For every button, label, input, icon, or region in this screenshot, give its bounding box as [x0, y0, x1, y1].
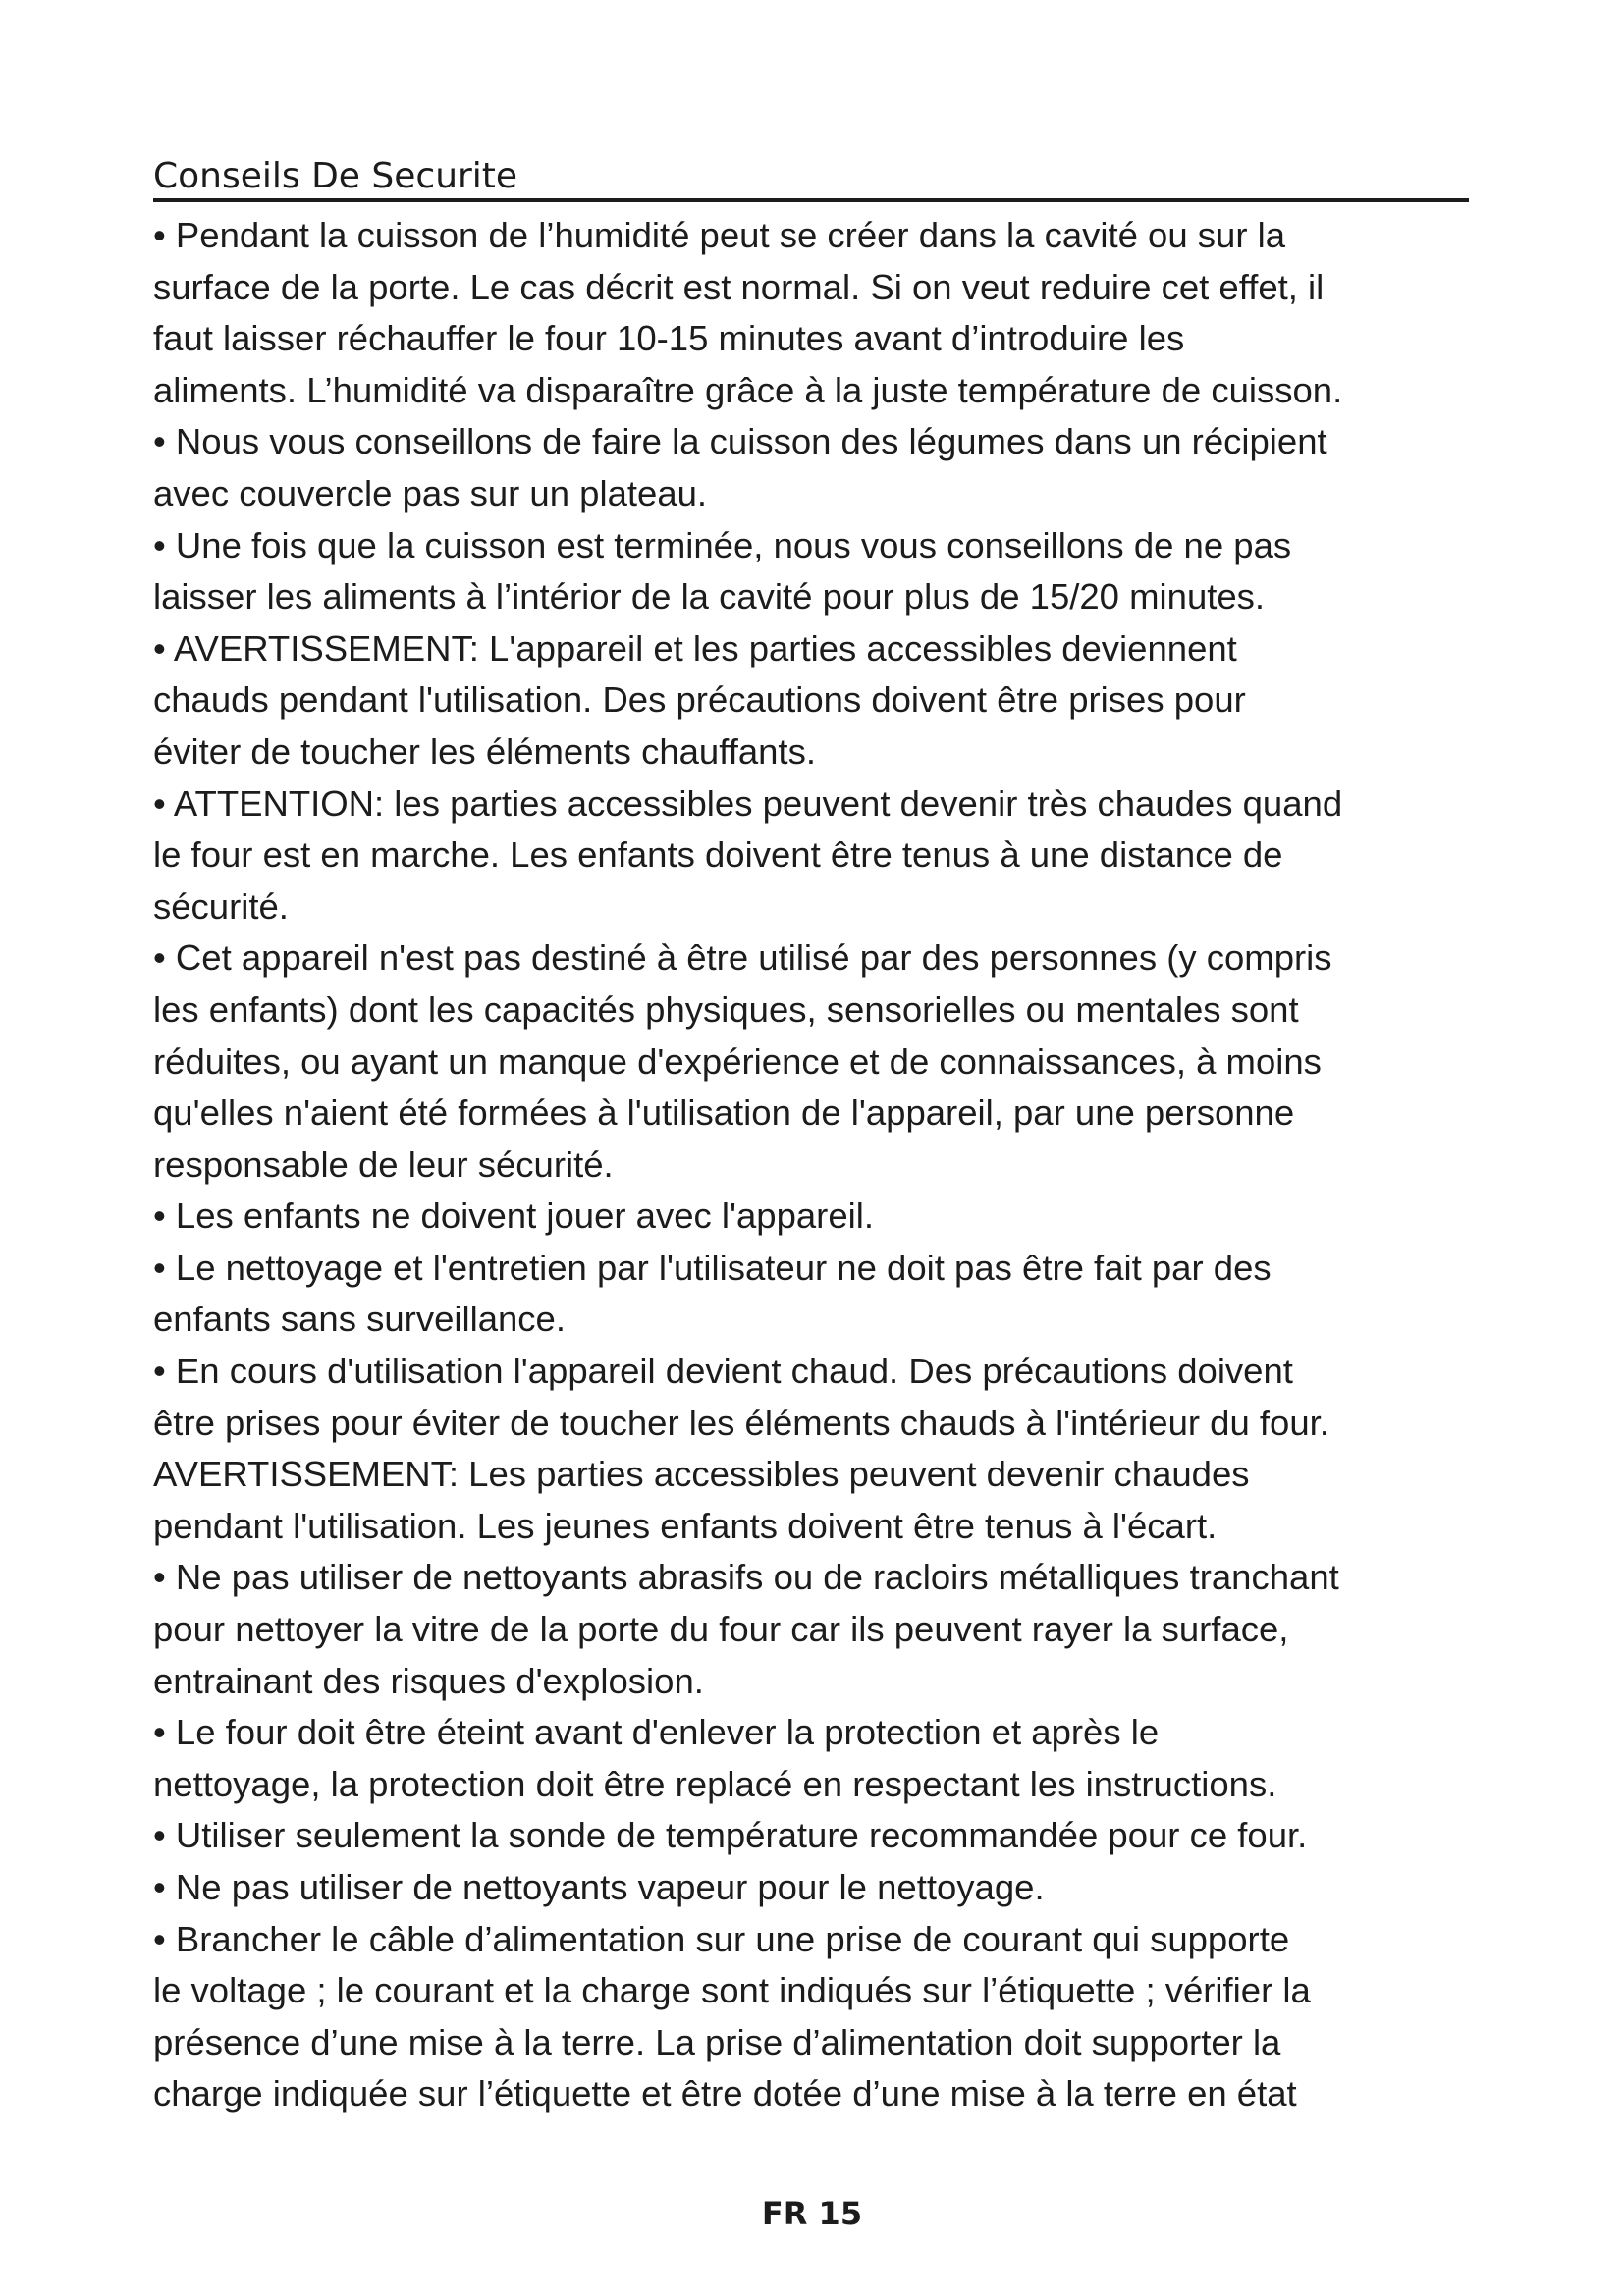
text-line: • Utiliser seulement la sonde de température recommandée pour ce four.	[153, 1815, 1308, 1856]
text-line: laisser les aliments à l’intérior de la cavité pour plus de 15/20 minutes.	[153, 576, 1266, 617]
text-line: les enfants) dont les capacités physiques, sensorielles ou mentales sont	[153, 988, 1299, 1030]
text-line: nettoyage, la protection doit être replacé en respectant les instructions.	[153, 1763, 1277, 1804]
text-line: enfants sans surveillance.	[153, 1299, 566, 1340]
text-line: • Nous vous conseillons de faire la cuisson des légumes dans un récipient	[153, 421, 1327, 462]
text-line: • Une fois que la cuisson est terminée, nous vous conseillons de ne pas	[153, 524, 1292, 565]
page-number: FR 15	[761, 2195, 863, 2232]
text-line: • Cet appareil n'est pas destiné à être utilisé par des personnes (y compris	[153, 937, 1332, 979]
text-line: pour nettoyer la vitre de la porte du four car ils peuvent rayer la surface,	[153, 1609, 1289, 1650]
text-line: • Le four doit être éteint avant d'enlever la protection et après le	[153, 1712, 1160, 1753]
text-line: réduites, ou ayant un manque d'expérience et de connaissances, à moins	[153, 1041, 1322, 1082]
text-line: AVERTISSEMENT: Les parties accessibles peuvent devenir chaudes	[153, 1454, 1250, 1495]
text-line: • Le nettoyage et l'entretien par l'utilisateur ne doit pas être fait par des	[153, 1247, 1272, 1288]
text-line: sécurité.	[153, 885, 289, 927]
text-line: charge indiquée sur l’étiquette et être dotée d’une mise à la terre en état	[153, 2073, 1297, 2114]
text-line: • Les enfants ne doivent jouer avec l'appareil.	[153, 1196, 874, 1237]
text-line: • ATTENTION: les parties accessibles peuvent devenir très chaudes quand	[153, 782, 1343, 824]
body-text	[153, 210, 1587, 2120]
text-line: surface de la porte. Le cas décrit est normal. Si on veut reduire cet effet, il	[153, 266, 1325, 307]
text-line: éviter de toucher les éléments chauffants.	[153, 730, 816, 772]
text-line: faut laisser réchauffer le four 10-15 minutes avant d’introduire les	[153, 318, 1185, 359]
text-line: le voltage ; le courant et la charge sont indiqués sur l’étiquette ; vérifier la	[153, 1970, 1311, 2011]
text-line: entrainant des risques d'explosion.	[153, 1660, 704, 1701]
text-line: • Pendant la cuisson de l’humidité peut se créer dans la cavité ou sur la	[153, 215, 1286, 255]
text-line: pendant l'utilisation. Les jeunes enfants doivent être tenus à l'écart.	[153, 1505, 1218, 1546]
text-line: responsable de leur sécurité.	[153, 1144, 614, 1185]
text-line: présence d’une mise à la terre. La prise d’alimentation doit supporter la	[153, 2021, 1281, 2062]
text-line: chauds pendant l'utilisation. Des précautions doivent être prises pour	[153, 679, 1246, 721]
text-line: • Brancher le câble d’alimentation sur une prise de courant qui supporte	[153, 1918, 1290, 1959]
text-line: le four est en marche. Les enfants doivent être tenus à une distance de	[153, 834, 1283, 876]
text-line: • AVERTISSEMENT: L'appareil et les parties accessibles deviennent	[153, 627, 1237, 668]
section-heading-text: Conseils De Securite	[153, 156, 518, 196]
section-heading	[153, 147, 1469, 202]
text-line: • Ne pas utiliser de nettoyants abrasifs ou de racloirs métalliques tranchant	[153, 1557, 1339, 1598]
text-line: être prises pour éviter de toucher les éléments chauds à l'intérieur du four.	[153, 1402, 1329, 1443]
text-line: • En cours d'utilisation l'appareil devient chaud. Des précautions doivent	[153, 1351, 1293, 1392]
text-line: qu'elles n'aient été formées à l'utilisation de l'appareil, par une personne	[153, 1093, 1295, 1134]
text-line: aliments. L’humidité va disparaître grâce à la juste température de cuisson.	[153, 369, 1343, 410]
text-line: avec couvercle pas sur un plateau.	[153, 472, 708, 513]
text-line: • Ne pas utiliser de nettoyants vapeur pour le nettoyage.	[153, 1867, 1045, 1907]
